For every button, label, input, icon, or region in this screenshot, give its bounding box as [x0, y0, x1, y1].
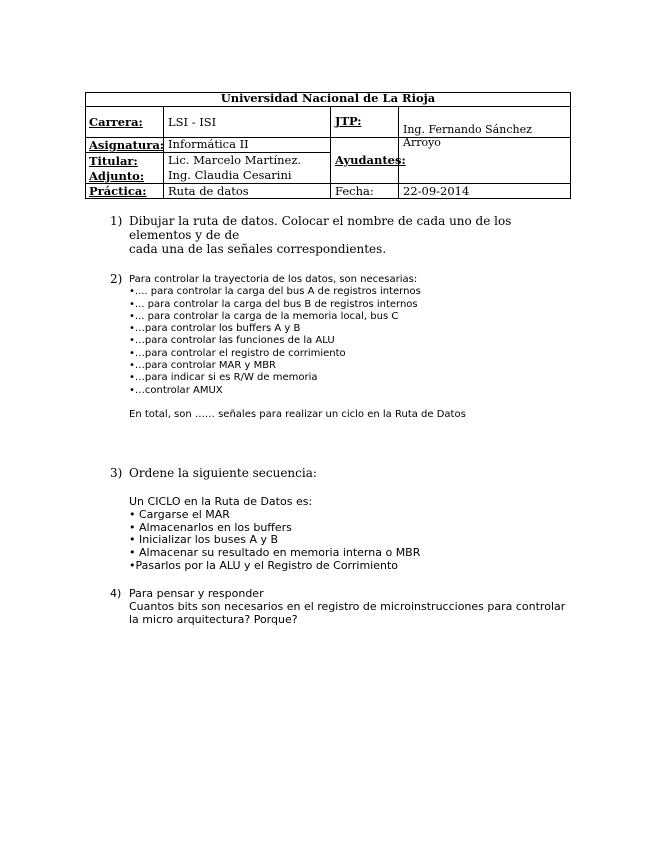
list-item: •…para indicar si es R/W de memoria: [129, 372, 318, 384]
list-item: • Inicializar los buses A y B: [129, 533, 279, 547]
fecha-label: Fecha:: [335, 184, 374, 198]
asignatura-value: Informática II: [168, 137, 249, 151]
list-item: •…para controlar los buffers A y B: [129, 323, 301, 335]
q3-number: 3): [110, 466, 123, 480]
q2-number: 2): [110, 272, 123, 286]
list-item: •... para controlar la carga de la memoria local, bus C: [129, 310, 399, 322]
row-divider: [85, 183, 571, 184]
jtp-value: Ing. Fernando Sánchez Arroyo: [403, 123, 532, 149]
asignatura-label-text: Asignatura:: [89, 138, 165, 152]
q1-line1: Dibujar la ruta de datos. Colocar el nombre de cada uno de los elementos y de de: [129, 214, 512, 242]
q2-total: En total, son …… señales para realizar un ciclo en la Ruta de Datos: [129, 408, 466, 420]
col-divider: [330, 106, 331, 199]
adjunto-label: Adjunto:: [89, 169, 145, 183]
header-table: [85, 92, 571, 199]
q1-number: 1): [110, 214, 123, 228]
list-item: •... para controlar la carga del bus B de registros internos: [129, 298, 418, 310]
list-item: •Pasarlos por la ALU y el Registro de Corrimiento: [129, 558, 399, 572]
ayudantes-label: Ayudantes:: [335, 153, 406, 167]
asignatura-label: [89, 139, 164, 152]
q4-line1: Cuantos bits son necesarios en el registro de microinstrucciones para controlar: [129, 599, 566, 613]
col-divider: [163, 106, 164, 199]
q4-title: Para pensar y responder: [129, 587, 264, 600]
list-item: •…para controlar las funciones de la ALU: [129, 335, 335, 347]
jtp-label: JTP:: [335, 114, 362, 128]
adjunto-value: Ing. Claudia Cesarini: [168, 168, 292, 182]
practica-value: Ruta de datos: [168, 184, 249, 198]
q2-block: [129, 274, 569, 421]
list-item: •…para controlar MAR y MBR: [129, 360, 277, 372]
list-item: • Almacenarlos en los buffers: [129, 520, 292, 534]
q1-line2: cada una de las señales correspondientes.: [129, 242, 387, 256]
row-divider: [85, 106, 571, 107]
spacer: [129, 397, 569, 409]
practica-label: Práctica:: [89, 184, 147, 198]
q3-intro: Un CICLO en la Ruta de Datos es:: [129, 495, 313, 508]
list-item: •…para controlar el registro de corrimiento: [129, 347, 346, 359]
titular-label: Titular:: [89, 154, 138, 168]
q4-number: 4): [110, 587, 122, 600]
q3-block: [129, 496, 569, 573]
university-title: Universidad Nacional de La Rioja: [220, 91, 436, 105]
carrera-value: LSI - ISI: [168, 115, 217, 129]
q1-text: [129, 214, 559, 256]
fecha-value: 22-09-2014: [403, 184, 470, 198]
titular-value: Lic. Marcelo Martínez.: [168, 153, 302, 167]
q2-intro: Para controlar la trayectoria de los datos, son necesarias:: [129, 274, 418, 285]
q4-block: [129, 588, 569, 626]
q4-line2: la micro arquitectura? Porque?: [129, 612, 298, 626]
list-item: • Almacenar su resultado en memoria interna o MBR: [129, 546, 421, 560]
q3-title: Ordene la siguiente secuencia:: [129, 466, 317, 480]
list-item: •…controlar AMUX: [129, 384, 223, 396]
list-item: •.... para controlar la carga del bus A de registros internos: [129, 286, 421, 298]
carrera-label: Carrera:: [89, 115, 143, 129]
list-item: • Cargarse el MAR: [129, 507, 230, 521]
